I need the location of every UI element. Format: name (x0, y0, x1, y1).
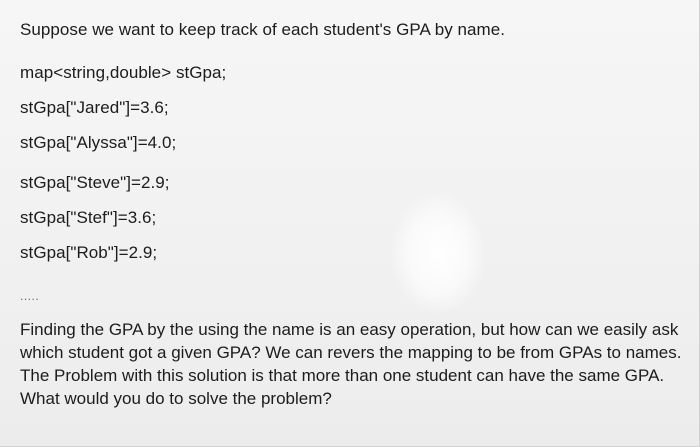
question-paragraph: Finding the GPA by the using the name is an easy operation, but how can we easily ask which student got a given GPA? We can revers the mapping to be from GPAs to names. The Problem with this solution is that more than one student can have the same GPA. What would you do to solve the problem? (20, 320, 682, 408)
code-line-alyssa: stGpa["Alyssa"]=4.0; (20, 133, 177, 152)
code-line-rob: stGpa["Rob"]=2.9; (20, 243, 158, 262)
code-line-stef: stGpa["Stef"]=3.6; (20, 208, 157, 227)
ellipsis-marker: ..... (20, 289, 40, 303)
code-line-steve: stGpa["Steve"]=2.9; (20, 173, 170, 192)
code-line-map-declaration: map<string,double> stGpa; (20, 63, 227, 82)
intro-sentence: Suppose we want to keep track of each student's GPA by name. (20, 20, 506, 39)
code-line-jared: stGpa["Jared"]=3.6; (20, 98, 169, 117)
screen-glare (392, 195, 484, 313)
